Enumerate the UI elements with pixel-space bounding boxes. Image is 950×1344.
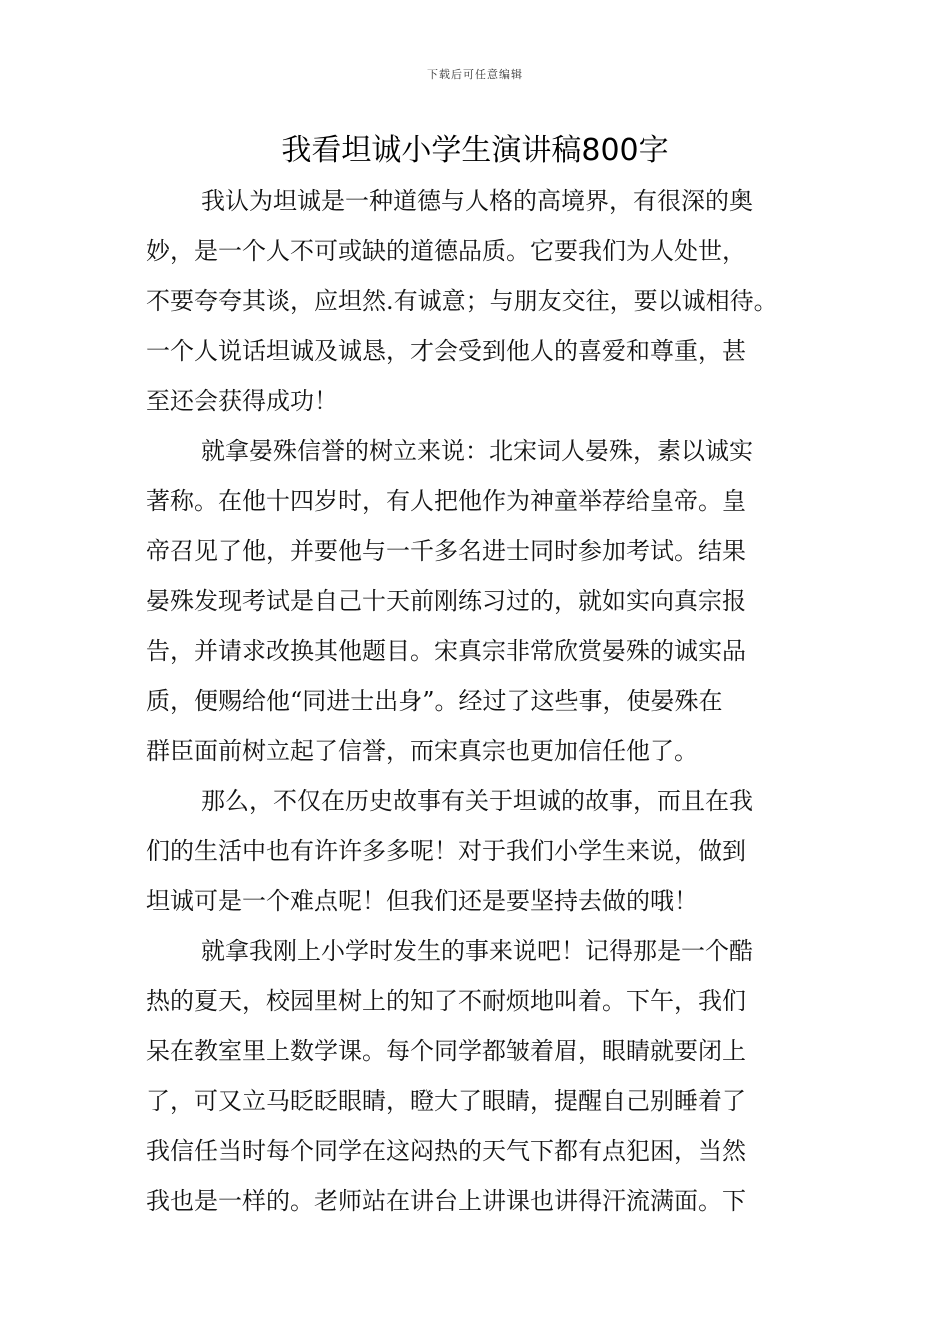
- page-header: 下载后可任意编辑: [427, 68, 523, 81]
- text-line: 那么，不仅在历史故事有关于坦诚的故事，而且在我: [201, 787, 753, 815]
- text-line: 我信任当时每个同学在这闷热的天气下都有点犯困，当然: [146, 1137, 746, 1165]
- text-line: 一个人说话坦诚及诚恳，才会受到他人的喜爱和尊重，甚: [146, 337, 746, 365]
- text-line: 们的生活中也有许许多多呢！对于我们小学生来说，做到: [146, 837, 746, 865]
- text-line: 坦诚可是一个难点呢！但我们还是要坚持去做的哦！: [146, 887, 698, 915]
- document-body: [146, 176, 810, 1226]
- text-line: 呆在教室里上数学课。每个同学都皱着眉，眼睛就要闭上: [146, 1037, 746, 1065]
- text-line: 群臣面前树立起了信誉，而宋真宗也更加信任他了。: [146, 737, 698, 765]
- text-line: 不要夸夸其谈，应坦然.有诚意；与朋友交往，要以诚相待。: [146, 287, 778, 315]
- text-line: 热的夏天，校园里树上的知了不耐烦地叫着。下午，我们: [146, 987, 746, 1015]
- text-line: 妙，是一个人不可或缺的道德品质。它要我们为人处世，: [146, 237, 746, 265]
- text-line: 我认为坦诚是一种道德与人格的高境界，有很深的奥: [201, 187, 753, 215]
- document-title: 我看坦诚小学生演讲稿800字: [281, 133, 669, 168]
- text-line: 告，并请求改换其他题目。宋真宗非常欣赏晏殊的诚实品: [146, 637, 746, 665]
- text-line: 帝召见了他，并要他与一千多名进士同时参加考试。结果: [146, 537, 746, 565]
- text-line: 晏殊发现考试是自己十天前刚练习过的，就如实向真宗报: [146, 587, 746, 615]
- text-line: 著称。在他十四岁时，有人把他作为神童举荐给皇帝。皇: [146, 487, 746, 515]
- text-line: 质，便赐给他“同进士出身”。经过了这些事，使晏殊在: [146, 687, 723, 715]
- text-line: 我也是一样的。老师站在讲台上讲课也讲得汗流满面。下: [146, 1187, 746, 1215]
- text-line: 就拿我刚上小学时发生的事来说吧！记得那是一个酷: [201, 937, 753, 965]
- text-line: 就拿晏殊信誉的树立来说：北宋词人晏殊，素以诚实: [201, 437, 753, 465]
- text-line: 了，可又立马眨眨眼睛，瞪大了眼睛，提醒自己别睡着了: [146, 1087, 746, 1115]
- text-line: 至还会获得成功！: [146, 387, 338, 415]
